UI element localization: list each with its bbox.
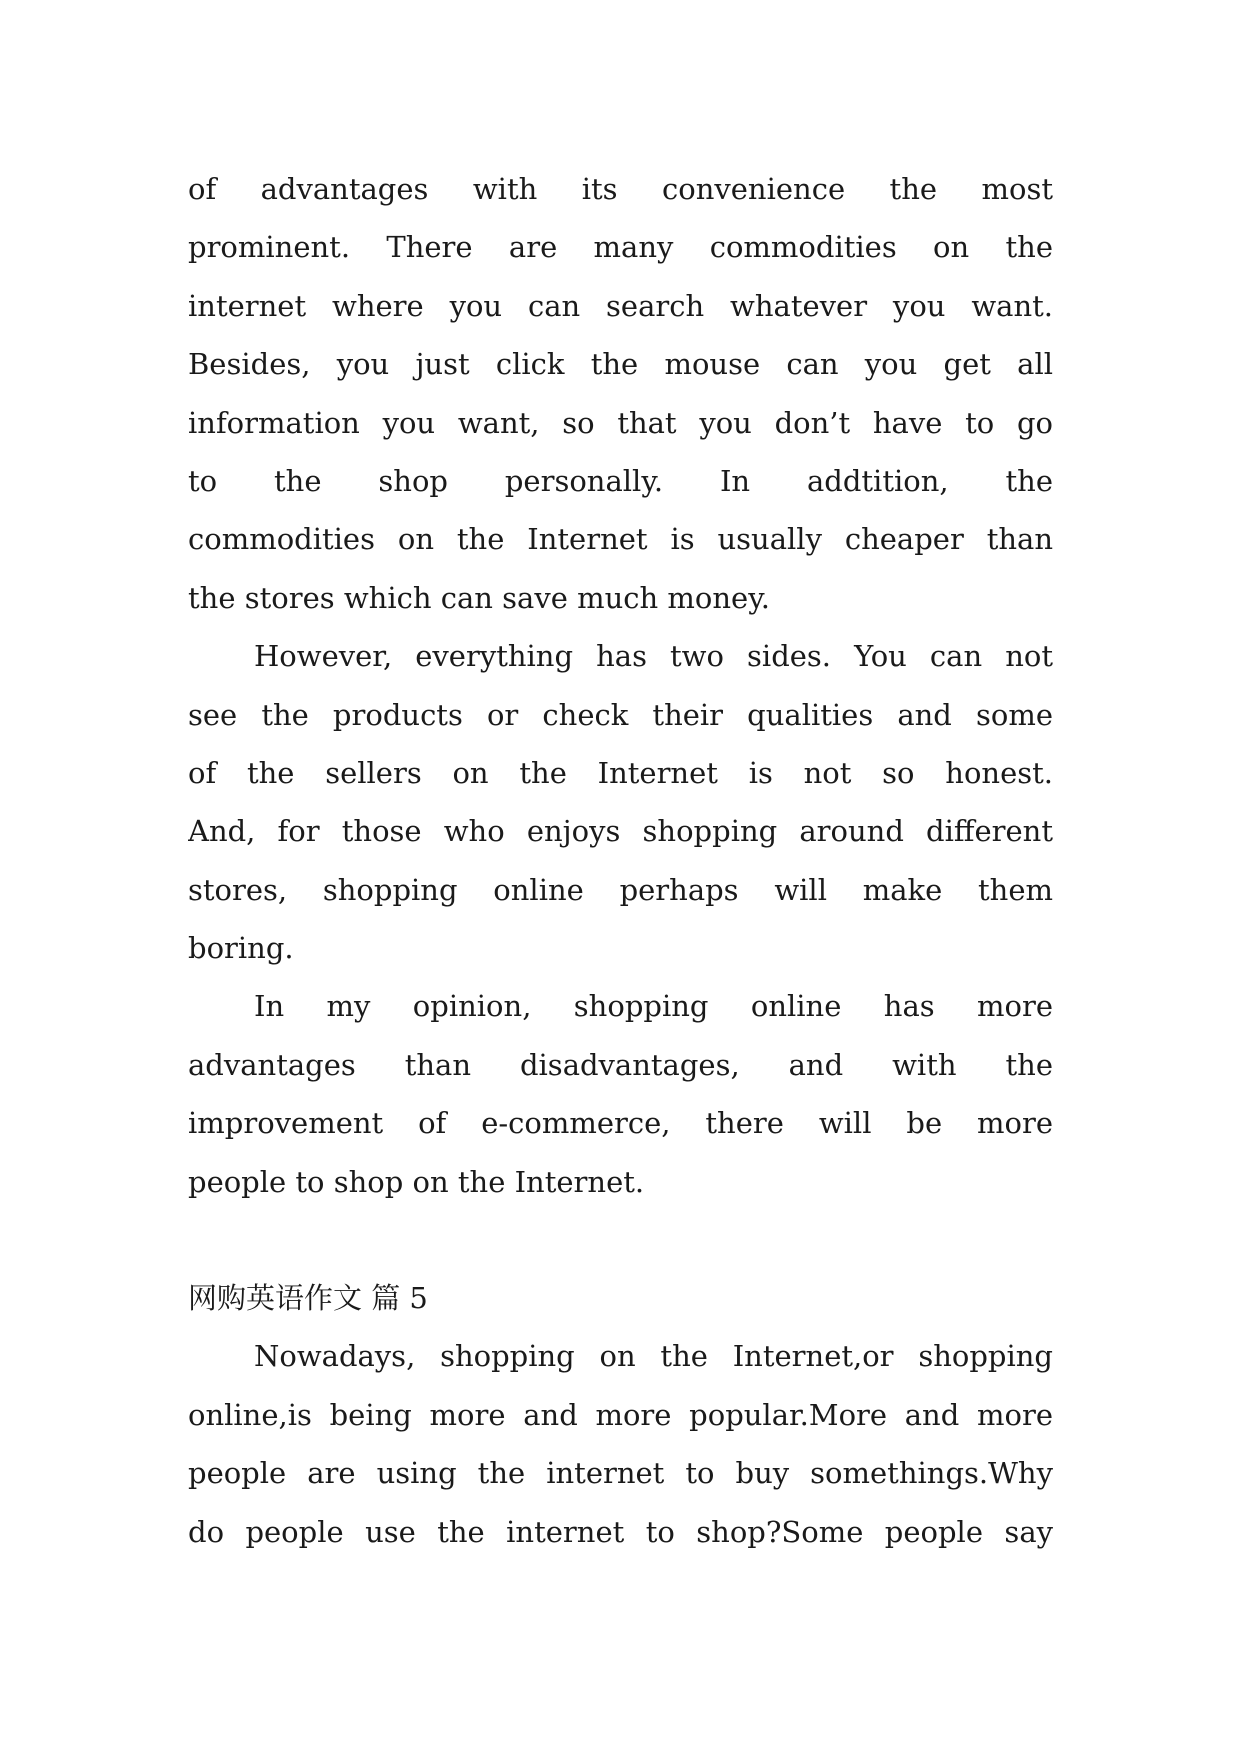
text-line: information you want, so that you don’t have to go	[188, 405, 1053, 440]
text-line: do people use the internet to shop?Some people say	[188, 1514, 1053, 1549]
text-line: commodities on the Internet is usually cheaper than	[188, 522, 1053, 557]
text-line: prominent. There are many commodities on the	[188, 230, 1053, 265]
text-line: Nowadays, shopping on the Internet,or shopping	[254, 1339, 1053, 1374]
text-line: online,is being more and more popular.More and more	[188, 1397, 1053, 1432]
paragraph-disadvantages	[188, 627, 1053, 977]
text-line: advantages than disadvantages, and with the	[188, 1047, 1053, 1082]
text-line: internet where you can search whatever you want.	[188, 288, 1053, 323]
text-line: people to shop on the Internet.	[188, 1164, 645, 1199]
text-line: Besides, you just click the mouse can you get all	[188, 347, 1053, 382]
text-line: boring.	[188, 931, 294, 966]
paragraph-section-5	[188, 1327, 1053, 1561]
text-line: stores, shopping online perhaps will make them	[188, 872, 1053, 907]
text-line: see the products or check their qualities and some	[188, 697, 1053, 732]
text-line: And, for those who enjoys shopping around different	[188, 814, 1053, 849]
text-line: people are using the internet to buy somethings.Why	[188, 1456, 1053, 1491]
text-line: improvement of e-commerce, there will be more	[188, 1106, 1053, 1141]
text-line: However, everything has two sides. You can not	[254, 639, 1053, 674]
text-line: of advantages with its convenience the most	[188, 172, 1053, 206]
document-page	[188, 160, 1053, 1561]
text-line: the stores which can save much money.	[188, 580, 770, 615]
paragraph-advantages	[188, 160, 1053, 627]
paragraph-opinion	[188, 977, 1053, 1211]
text-line: of the sellers on the Internet is not so honest.	[188, 755, 1053, 790]
text-line: to the shop personally. In addtition, the	[188, 463, 1053, 498]
section-heading: 网购英语作文 篇 5	[188, 1281, 428, 1316]
text-line: In my opinion, shopping online has more	[254, 989, 1053, 1024]
